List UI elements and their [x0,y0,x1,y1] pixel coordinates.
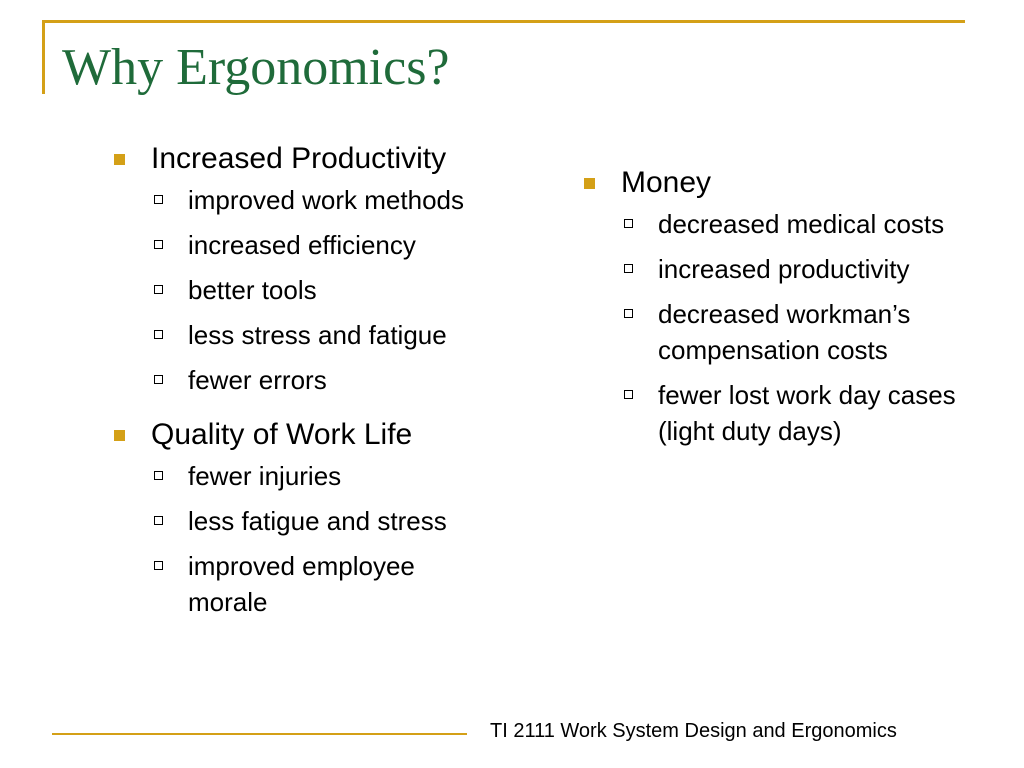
bullet-money [584,164,1014,449]
sub-bullet-text: decreased medical costs [658,209,945,239]
sub-bullet-text: less fatigue and stress [188,506,447,536]
sub-bullet-text: fewer injuries [188,461,342,491]
sub-bullet-text: better tools [188,275,317,305]
sub-bullet-text: increased efficiency [188,230,416,260]
hollow-square-bullet-icon [154,285,163,294]
sub-bullet-item [151,272,554,308]
hollow-square-bullet-icon [624,390,633,399]
square-bullet-icon [584,178,595,189]
sub-bullet-text: increased productivity [658,254,910,284]
hollow-square-bullet-icon [154,471,163,480]
hollow-square-bullet-icon [624,264,633,273]
hollow-square-bullet-icon [154,240,163,249]
square-bullet-icon [114,154,125,165]
right-bullet-column [584,164,1014,458]
sub-bullet-item [621,206,1014,242]
square-bullet-icon [114,430,125,441]
sub-bullet-item [151,362,554,398]
slide-title: Why Ergonomics? [62,39,450,96]
sub-bullet-text: fewer lost work day cases (light duty days) [658,380,956,446]
sub-bullet-item [151,548,488,620]
sub-bullet-text: improved employee morale [188,551,415,617]
sub-bullet-list [151,182,554,398]
title-accent-horizontal-line [42,20,965,23]
sub-bullet-item [621,377,988,449]
sub-bullet-text: decreased workman’s compensation costs [658,299,911,365]
sub-bullet-item [151,182,554,218]
hollow-square-bullet-icon [154,195,163,204]
sub-bullet-item [151,458,554,494]
bullet-heading: Money [621,166,712,199]
sub-bullet-list [151,458,554,620]
sub-bullet-item [621,251,1014,287]
slide-footer: TI 2111 Work System Design and Ergonomics [490,720,897,742]
sub-bullet-list [621,206,1014,449]
footer-accent-line [52,733,467,735]
bullet-increased-productivity [114,140,554,398]
bullet-heading: Increased Productivity [151,142,447,175]
left-bullet-column [114,140,554,629]
sub-bullet-text: improved work methods [188,185,464,215]
hollow-square-bullet-icon [154,330,163,339]
sub-bullet-item [151,503,554,539]
sub-bullet-item [151,227,554,263]
hollow-square-bullet-icon [624,219,633,228]
bullet-heading: Quality of Work Life [151,418,413,451]
title-accent-vertical-line [42,20,45,94]
sub-bullet-item [151,317,554,353]
hollow-square-bullet-icon [154,516,163,525]
hollow-square-bullet-icon [154,561,163,570]
hollow-square-bullet-icon [624,309,633,318]
bullet-quality-of-work-life [114,416,554,620]
hollow-square-bullet-icon [154,375,163,384]
sub-bullet-text: less stress and fatigue [188,320,447,350]
sub-bullet-text: fewer errors [188,365,327,395]
sub-bullet-item [621,296,988,368]
